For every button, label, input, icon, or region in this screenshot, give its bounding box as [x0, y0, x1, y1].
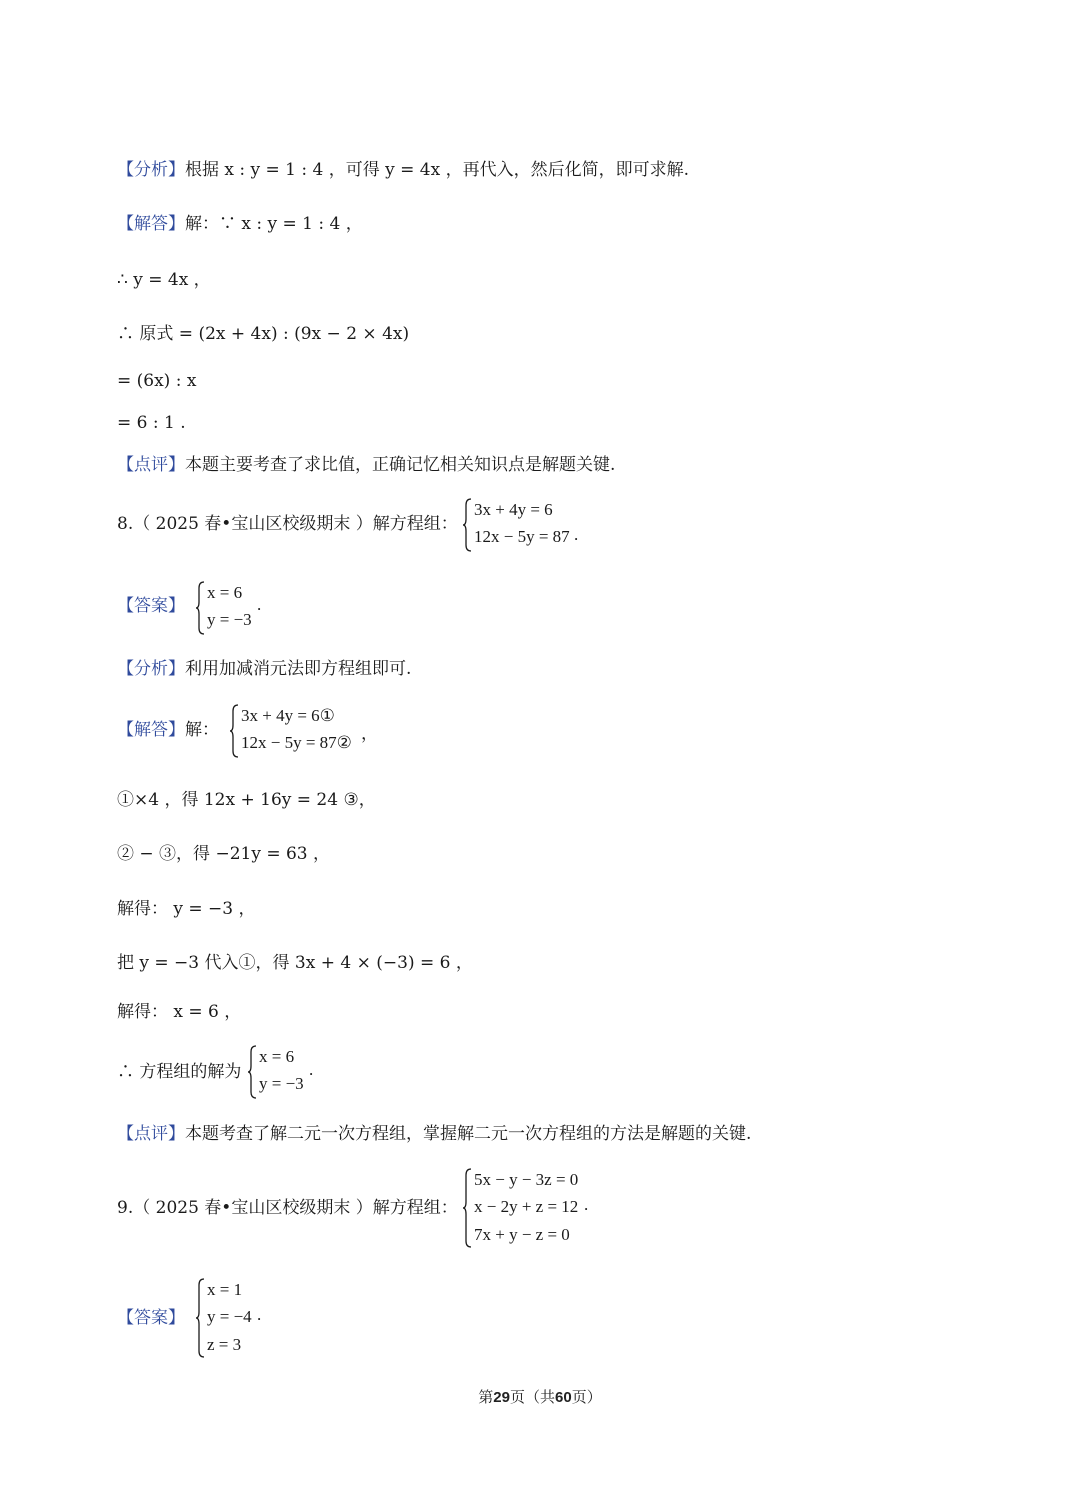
footer-page-number: 29	[493, 1389, 510, 1406]
answer-tag: 【答案】	[117, 596, 185, 616]
left-brace-icon	[462, 497, 472, 553]
analysis-tag: 【分析】	[117, 160, 185, 180]
p8-comment	[117, 1122, 751, 1146]
p8-answer-system	[195, 580, 275, 636]
p8-system-eq1: 3x + 4y = 6	[474, 500, 553, 519]
p7-comment	[117, 453, 615, 477]
p8-step1: ①×4 ，得 12x + 16y = 24 ③，	[117, 790, 376, 810]
p9-answer-tail: .	[257, 1305, 262, 1324]
p8-comment-text: 本题考查了解二元一次方程组，掌握解二元一次方程组的方法是解题的关键.	[185, 1124, 752, 1144]
p8-system-eq2: 12x − 5y = 87	[474, 527, 570, 546]
p9-question: 9.（ 2025 春•宝山区校级期末 ）解方程组：	[117, 1198, 458, 1218]
p8-solution	[117, 718, 219, 742]
p8-system-tail: .	[574, 525, 579, 544]
p9-system-eq3: 7x + y − z = 0	[474, 1225, 570, 1244]
p8-solution-system	[229, 703, 379, 759]
p8-conclusion-eq2: y = −3	[259, 1074, 304, 1093]
left-brace-icon	[195, 580, 205, 636]
p9-answer	[117, 1306, 185, 1330]
p7-step3: = (6x) : x	[117, 371, 197, 391]
p8-answer-eq1: x = 6	[207, 583, 243, 602]
p7-step1: ∴ y = 4x ，	[117, 270, 211, 290]
p8-solution-eq1: 3x + 4y = 6①	[241, 706, 335, 725]
p8-analysis	[117, 657, 411, 681]
p7-analysis-text: 根据 x : y = 1 : 4 ，可得 y = 4x ，再代入，然后化简，即可求解.	[185, 160, 690, 180]
p8-solution-eq2: 12x − 5y = 87②	[241, 733, 352, 752]
p9-system	[462, 1167, 602, 1249]
p7-solution-intro: 解：∵ x : y = 1 : 4 ，	[185, 214, 363, 234]
p9-answer-system	[195, 1277, 275, 1359]
p7-comment-text: 本题主要考查了求比值，正确记忆相关知识点是解题关键.	[185, 455, 616, 475]
analysis-tag: 【分析】	[117, 659, 185, 679]
p7-solution	[117, 212, 363, 236]
p8-conclusion-eq1: x = 6	[259, 1047, 295, 1066]
footer-total-pages: 60	[555, 1389, 572, 1406]
p9-answer-eq2: y = −4	[207, 1307, 252, 1326]
p8-step4: 把 y = −3 代入①，得 3x + 4 × (−3) = 6 ，	[117, 953, 473, 973]
p8-answer-eq2: y = −3	[207, 610, 252, 629]
p9-answer-eq3: z = 3	[207, 1335, 242, 1354]
p8-question: 8.（ 2025 春•宝山区校级期末 ）解方程组：	[117, 514, 458, 534]
left-brace-icon	[195, 1277, 205, 1359]
p8-solution-tail: ，	[361, 724, 378, 743]
p7-step4: = 6 : 1 .	[117, 413, 186, 433]
p8-step2: ② − ③，得 −21y = 63 ，	[117, 844, 331, 864]
p8-solution-intro: 解：	[185, 720, 219, 740]
p8-conclusion-system	[247, 1044, 327, 1100]
footer-suffix: 页）	[571, 1389, 602, 1406]
p8-step5: 解得： x = 6 ，	[117, 1002, 242, 1022]
left-brace-icon	[462, 1167, 472, 1249]
p9-answer-eq1: x = 1	[207, 1280, 243, 1299]
page-footer	[0, 1386, 1080, 1407]
p8-answer-tail: .	[257, 595, 262, 614]
footer-prefix: 第	[478, 1389, 494, 1406]
p9-system-eq1: 5x − y − 3z = 0	[474, 1170, 579, 1189]
p8-analysis-text: 利用加减消元法即方程组即可.	[185, 659, 412, 679]
answer-tag: 【答案】	[117, 1308, 185, 1328]
p8-conclusion: ∴ 方程组的解为	[117, 1062, 242, 1082]
p7-analysis	[117, 158, 689, 182]
comment-tag: 【点评】	[117, 455, 185, 475]
p7-step2: ∴ 原式 = (2x + 4x) : (9x − 2 × 4x)	[117, 324, 410, 344]
p8-system	[462, 497, 592, 553]
solution-tag: 【解答】	[117, 214, 185, 234]
p8-conclusion-tail: .	[309, 1060, 314, 1079]
left-brace-icon	[247, 1044, 257, 1100]
solution-tag: 【解答】	[117, 720, 185, 740]
p8-answer	[117, 594, 185, 618]
comment-tag: 【点评】	[117, 1124, 185, 1144]
p9-system-eq2: x − 2y + z = 12	[474, 1197, 579, 1216]
footer-mid: 页（共	[509, 1389, 555, 1406]
p9-system-tail: .	[584, 1195, 589, 1214]
left-brace-icon	[229, 703, 239, 759]
p8-step3: 解得： y = −3 ，	[117, 899, 256, 919]
